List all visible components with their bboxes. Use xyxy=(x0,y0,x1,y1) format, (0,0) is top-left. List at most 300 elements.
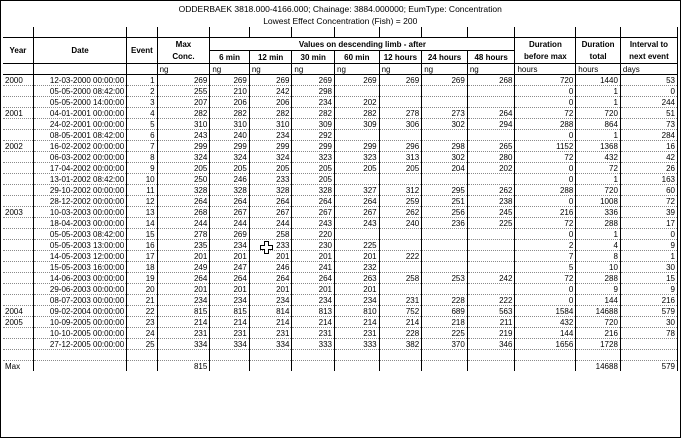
date-cell: 27-12-2005 00:00:00 xyxy=(33,339,126,350)
interval-cell xyxy=(620,339,677,350)
interval-cell: 60 xyxy=(620,185,677,196)
value-cell: 205 xyxy=(292,163,335,174)
value-cell: 370 xyxy=(422,339,468,350)
value-cell xyxy=(335,86,380,97)
value-cell: 267 xyxy=(292,207,335,218)
value-cell: 264 xyxy=(292,196,335,207)
duration-before-max-cell: 72 xyxy=(515,108,576,119)
value-cell: 302 xyxy=(422,152,468,163)
duration-before-max-cell: 1584 xyxy=(515,306,576,317)
value-cell: 201 xyxy=(249,251,292,262)
empty-cell xyxy=(379,361,422,372)
value-cell xyxy=(379,229,422,240)
date-cell: 14-06-2003 00:00:00 xyxy=(33,273,126,284)
value-cell: 210 xyxy=(210,86,250,97)
value-cell: 333 xyxy=(292,339,335,350)
date-cell: 24-02-2001 00:00:00 xyxy=(33,119,126,130)
value-cell: 231 xyxy=(249,328,292,339)
header-duration-12hours: 12 hours xyxy=(379,51,422,64)
header-interval-1: Interval to xyxy=(620,38,677,51)
empty-cell xyxy=(515,361,576,372)
date-cell: 06-03-2002 00:00:00 xyxy=(33,152,126,163)
value-cell xyxy=(422,130,468,141)
value-cell: 265 xyxy=(467,141,515,152)
header-max-conc-1: Max xyxy=(157,38,210,51)
table-row xyxy=(3,295,678,306)
date-cell: 08-07-2003 00:00:00 xyxy=(33,295,126,306)
year-cell xyxy=(3,119,33,130)
year-cell: 2003 xyxy=(3,207,33,218)
year-cell: 2005 xyxy=(3,317,33,328)
date-cell: 10-09-2005 00:00:00 xyxy=(33,317,126,328)
table-row xyxy=(3,185,678,196)
table-row xyxy=(3,262,678,273)
value-cell: 234 xyxy=(210,295,250,306)
empty-cell xyxy=(467,361,515,372)
results-table xyxy=(3,3,678,371)
interval-cell: 9 xyxy=(620,240,677,251)
duration-total-cell: 1 xyxy=(576,174,621,185)
value-cell: 302 xyxy=(422,119,468,130)
year-cell xyxy=(3,240,33,251)
duration-total-cell: 720 xyxy=(576,185,621,196)
value-cell: 324 xyxy=(249,152,292,163)
duration-total-cell: 1 xyxy=(576,229,621,240)
unit-cell: ng xyxy=(292,64,335,75)
empty-cell xyxy=(33,361,126,372)
value-cell: 201 xyxy=(210,251,250,262)
year-cell xyxy=(3,196,33,207)
year-cell xyxy=(3,130,33,141)
value-cell: 222 xyxy=(379,251,422,262)
event-cell: 13 xyxy=(127,207,157,218)
table-row xyxy=(3,328,678,339)
value-cell xyxy=(422,97,468,108)
year-cell xyxy=(3,295,33,306)
header-duration-12min: 12 min xyxy=(249,51,292,64)
year-cell xyxy=(3,339,33,350)
report-title: ODDERBAEK 3818.000-4166.000; Chainage: 3884.000000; EumType: Concentration xyxy=(178,4,502,14)
date-cell: 10-10-2005 00:00:00 xyxy=(33,328,126,339)
value-cell: 327 xyxy=(335,185,380,196)
date-cell: 05-05-2003 13:00:00 xyxy=(33,240,126,251)
value-cell xyxy=(379,130,422,141)
value-cell: 689 xyxy=(422,306,468,317)
event-cell: 3 xyxy=(127,97,157,108)
interval-cell: 53 xyxy=(620,75,677,86)
event-cell: 19 xyxy=(127,273,157,284)
value-cell: 225 xyxy=(467,218,515,229)
value-cell: 256 xyxy=(422,207,468,218)
interval-cell: 9 xyxy=(620,284,677,295)
duration-before-max-cell: 72 xyxy=(515,273,576,284)
value-cell: 309 xyxy=(335,119,380,130)
unit-cell: ng xyxy=(210,64,250,75)
value-cell: 246 xyxy=(210,174,250,185)
value-cell xyxy=(467,284,515,295)
year-cell: 2004 xyxy=(3,306,33,317)
value-cell: 324 xyxy=(210,152,250,163)
value-cell: 201 xyxy=(335,251,380,262)
duration-total-cell: 720 xyxy=(576,108,621,119)
value-cell: 269 xyxy=(249,75,292,86)
max-label: Max xyxy=(3,361,33,372)
value-cell: 267 xyxy=(335,207,380,218)
duration-total-cell: 1440 xyxy=(576,75,621,86)
value-cell: 815 xyxy=(210,306,250,317)
table-row xyxy=(3,75,678,86)
unit-cell: hours xyxy=(515,64,576,75)
max-conc-cell: 282 xyxy=(157,108,210,119)
crosshair-cursor-icon xyxy=(260,241,273,254)
year-cell xyxy=(3,328,33,339)
max-conc-cell: 264 xyxy=(157,273,210,284)
value-cell xyxy=(422,86,468,97)
value-cell: 323 xyxy=(335,152,380,163)
header-duration-total-1: Duration xyxy=(576,38,621,51)
header-duration-6min: 6 min xyxy=(210,51,250,64)
year-cell xyxy=(3,86,33,97)
value-cell: 202 xyxy=(335,97,380,108)
value-cell: 243 xyxy=(292,218,335,229)
max-conc-cell: 244 xyxy=(157,218,210,229)
value-cell: 282 xyxy=(292,108,335,119)
event-cell: 16 xyxy=(127,240,157,251)
duration-total-cell: 144 xyxy=(576,295,621,306)
value-cell: 247 xyxy=(210,262,250,273)
max-conc-cell: 269 xyxy=(157,75,210,86)
max-conc-cell: 815 xyxy=(157,306,210,317)
duration-total-cell: 14688 xyxy=(576,306,621,317)
value-cell: 264 xyxy=(210,273,250,284)
value-cell: 262 xyxy=(379,207,422,218)
duration-before-max-cell: 288 xyxy=(515,185,576,196)
value-cell: 214 xyxy=(292,317,335,328)
table-row xyxy=(3,97,678,108)
table-row xyxy=(3,163,678,174)
value-cell xyxy=(379,262,422,273)
value-cell: 269 xyxy=(422,75,468,86)
value-cell: 205 xyxy=(379,163,422,174)
value-cell: 242 xyxy=(249,86,292,97)
value-cell: 278 xyxy=(379,108,422,119)
value-cell: 233 xyxy=(249,174,292,185)
date-cell: 04-01-2001 00:00:00 xyxy=(33,108,126,119)
value-cell: 234 xyxy=(249,295,292,306)
max-conc-cell: 264 xyxy=(157,196,210,207)
event-cell: 20 xyxy=(127,284,157,295)
duration-total-cell: 864 xyxy=(576,119,621,130)
duration-total-cell: 336 xyxy=(576,207,621,218)
value-cell: 310 xyxy=(210,119,250,130)
value-cell xyxy=(467,97,515,108)
value-cell xyxy=(467,86,515,97)
date-cell: 12-03-2000 00:00:00 xyxy=(33,75,126,86)
value-cell xyxy=(467,262,515,273)
value-cell: 240 xyxy=(210,130,250,141)
value-cell: 269 xyxy=(335,75,380,86)
year-cell xyxy=(3,218,33,229)
duration-total-cell: 1728 xyxy=(576,339,621,350)
table-row xyxy=(3,317,678,328)
year-cell xyxy=(3,273,33,284)
value-cell: 268 xyxy=(467,75,515,86)
duration-before-max-cell: 72 xyxy=(515,152,576,163)
value-cell: 334 xyxy=(249,339,292,350)
value-cell: 205 xyxy=(335,163,380,174)
max-conc-cell: 249 xyxy=(157,262,210,273)
value-cell xyxy=(467,229,515,240)
value-cell: 244 xyxy=(249,218,292,229)
interval-cell: 26 xyxy=(620,163,677,174)
value-cell: 299 xyxy=(335,141,380,152)
unit-cell: days xyxy=(620,64,677,75)
value-cell: 240 xyxy=(379,218,422,229)
unit-cell: hours xyxy=(576,64,621,75)
interval-cell: 0 xyxy=(620,229,677,240)
table-row xyxy=(3,86,678,97)
interval-cell: 1 xyxy=(620,251,677,262)
value-cell: 205 xyxy=(249,163,292,174)
header-date: Date xyxy=(33,38,126,64)
duration-before-max-cell: 0 xyxy=(515,97,576,108)
table-row xyxy=(3,141,678,152)
value-cell: 206 xyxy=(249,97,292,108)
value-cell: 282 xyxy=(249,108,292,119)
value-cell: 202 xyxy=(467,163,515,174)
value-cell: 242 xyxy=(467,273,515,284)
duration-before-max-cell: 5 xyxy=(515,262,576,273)
year-cell: 2001 xyxy=(3,108,33,119)
event-cell: 6 xyxy=(127,130,157,141)
value-cell xyxy=(467,174,515,185)
date-cell: 18-04-2003 00:00:00 xyxy=(33,218,126,229)
table-row xyxy=(3,306,678,317)
value-cell: 263 xyxy=(335,273,380,284)
value-cell: 234 xyxy=(249,130,292,141)
date-cell: 15-05-2003 16:00:00 xyxy=(33,262,126,273)
value-cell: 225 xyxy=(335,240,380,251)
value-cell xyxy=(379,86,422,97)
unit-cell: ng xyxy=(157,64,210,75)
date-cell: 09-02-2004 00:00:00 xyxy=(33,306,126,317)
duration-before-max-cell: 0 xyxy=(515,295,576,306)
value-cell: 269 xyxy=(292,75,335,86)
value-cell: 231 xyxy=(379,295,422,306)
header-year: Year xyxy=(3,38,33,64)
value-cell: 253 xyxy=(422,273,468,284)
event-cell: 1 xyxy=(127,75,157,86)
interval-cell: 284 xyxy=(620,130,677,141)
event-cell: 23 xyxy=(127,317,157,328)
table-row xyxy=(3,240,678,251)
event-cell: 21 xyxy=(127,295,157,306)
year-cell xyxy=(3,251,33,262)
interval-cell: 30 xyxy=(620,317,677,328)
event-cell: 15 xyxy=(127,229,157,240)
value-cell: 264 xyxy=(249,273,292,284)
date-cell: 13-01-2002 08:42:00 xyxy=(33,174,126,185)
value-cell: 267 xyxy=(249,207,292,218)
value-cell: 346 xyxy=(467,339,515,350)
value-cell xyxy=(422,229,468,240)
interval-cell: 30 xyxy=(620,262,677,273)
event-cell: 12 xyxy=(127,196,157,207)
value-cell: 211 xyxy=(467,317,515,328)
interval-cell: 15 xyxy=(620,273,677,284)
value-cell: 269 xyxy=(379,75,422,86)
duration-total-cell: 9 xyxy=(576,284,621,295)
event-cell: 2 xyxy=(127,86,157,97)
interval-cell: 244 xyxy=(620,97,677,108)
value-cell: 814 xyxy=(249,306,292,317)
value-cell: 267 xyxy=(210,207,250,218)
event-cell: 9 xyxy=(127,163,157,174)
interval-cell: 163 xyxy=(620,174,677,185)
duration-before-max-cell: 0 xyxy=(515,174,576,185)
value-cell: 309 xyxy=(292,119,335,130)
max-conc-cell: 255 xyxy=(157,86,210,97)
value-cell: 230 xyxy=(292,240,335,251)
event-cell: 18 xyxy=(127,262,157,273)
value-cell: 219 xyxy=(467,328,515,339)
duration-before-max-cell: 72 xyxy=(515,218,576,229)
value-cell: 238 xyxy=(467,196,515,207)
duration-before-max-cell: 288 xyxy=(515,119,576,130)
value-cell: 201 xyxy=(210,284,250,295)
empty-cell xyxy=(292,361,335,372)
date-cell: 29-10-2002 00:00:00 xyxy=(33,185,126,196)
empty-cell xyxy=(422,361,468,372)
duration-total-cell: 216 xyxy=(576,328,621,339)
date-cell: 05-05-2000 08:42:00 xyxy=(33,86,126,97)
max-conc-cell: 201 xyxy=(157,251,210,262)
duration-before-max-cell: 720 xyxy=(515,75,576,86)
value-cell: 201 xyxy=(249,284,292,295)
year-cell xyxy=(3,284,33,295)
value-cell xyxy=(422,284,468,295)
value-cell: 231 xyxy=(292,328,335,339)
value-cell: 218 xyxy=(422,317,468,328)
value-cell: 246 xyxy=(249,262,292,273)
report-subtitle: Lowest Effect Concentration (Fish) = 200 xyxy=(263,16,418,26)
table-row xyxy=(3,196,678,207)
duration-before-max-cell: 0 xyxy=(515,229,576,240)
value-cell xyxy=(422,174,468,185)
date-cell: 29-06-2003 00:00:00 xyxy=(33,284,126,295)
event-cell: 22 xyxy=(127,306,157,317)
header-duration-before-max-1: Duration xyxy=(515,38,576,51)
max-row xyxy=(3,361,678,372)
date-cell: 05-05-2003 08:42:00 xyxy=(33,229,126,240)
max-conc-cell: 278 xyxy=(157,229,210,240)
value-cell xyxy=(379,174,422,185)
value-cell: 234 xyxy=(292,295,335,306)
header-duration-total-2: total xyxy=(576,51,621,64)
value-cell: 234 xyxy=(335,295,380,306)
header-values-group: Values on descending limb - after xyxy=(210,38,515,51)
event-cell: 4 xyxy=(127,108,157,119)
duration-before-max-cell: 0 xyxy=(515,284,576,295)
header-duration-24hours: 24 hours xyxy=(422,51,468,64)
max-conc-cell: 201 xyxy=(157,284,210,295)
max-conc-cell: 207 xyxy=(157,97,210,108)
unit-cell: ng xyxy=(335,64,380,75)
interval-cell: 216 xyxy=(620,295,677,306)
date-cell: 05-05-2000 14:00:00 xyxy=(33,97,126,108)
value-cell: 220 xyxy=(292,229,335,240)
value-cell: 334 xyxy=(210,339,250,350)
value-cell: 299 xyxy=(210,141,250,152)
duration-before-max-cell: 0 xyxy=(515,86,576,97)
year-cell xyxy=(3,152,33,163)
value-cell: 280 xyxy=(467,152,515,163)
year-cell xyxy=(3,185,33,196)
value-cell: 236 xyxy=(422,218,468,229)
duration-total-cell: 72 xyxy=(576,163,621,174)
value-cell: 201 xyxy=(292,284,335,295)
duration-before-max-cell: 432 xyxy=(515,317,576,328)
year-cell: 2002 xyxy=(3,141,33,152)
interval-cell: 0 xyxy=(620,86,677,97)
duration-total-cell: 1 xyxy=(576,130,621,141)
interval-cell: 51 xyxy=(620,108,677,119)
year-cell xyxy=(3,174,33,185)
max-conc-cell: 328 xyxy=(157,185,210,196)
year-cell xyxy=(3,229,33,240)
duration-total-cell: 10 xyxy=(576,262,621,273)
value-cell: 273 xyxy=(422,108,468,119)
event-cell: 25 xyxy=(127,339,157,350)
table-row xyxy=(3,174,678,185)
value-cell: 298 xyxy=(422,141,468,152)
value-cell: 269 xyxy=(210,229,250,240)
value-cell: 205 xyxy=(292,174,335,185)
value-cell: 214 xyxy=(335,317,380,328)
value-cell: 228 xyxy=(379,328,422,339)
duration-total-cell: 4 xyxy=(576,240,621,251)
max-interval: 579 xyxy=(620,361,677,372)
duration-before-max-cell: 0 xyxy=(515,196,576,207)
table-row xyxy=(3,251,678,262)
interval-cell: 17 xyxy=(620,218,677,229)
interval-cell: 73 xyxy=(620,119,677,130)
duration-before-max-cell: 2 xyxy=(515,240,576,251)
empty-cell xyxy=(210,361,250,372)
event-cell: 10 xyxy=(127,174,157,185)
empty-cell xyxy=(127,361,157,372)
value-cell: 310 xyxy=(249,119,292,130)
max-conc-cell: 324 xyxy=(157,152,210,163)
year-cell xyxy=(3,97,33,108)
value-cell xyxy=(467,130,515,141)
duration-total-cell: 1008 xyxy=(576,196,621,207)
value-cell: 264 xyxy=(210,196,250,207)
value-cell: 243 xyxy=(335,218,380,229)
duration-before-max-cell: 7 xyxy=(515,251,576,262)
unit-cell: ng xyxy=(467,64,515,75)
year-cell xyxy=(3,163,33,174)
duration-before-max-cell: 216 xyxy=(515,207,576,218)
value-cell: 294 xyxy=(467,119,515,130)
duration-before-max-cell: 0 xyxy=(515,130,576,141)
value-cell xyxy=(335,174,380,185)
event-cell: 11 xyxy=(127,185,157,196)
value-cell: 382 xyxy=(379,339,422,350)
value-cell: 264 xyxy=(249,196,292,207)
table-row xyxy=(3,339,678,350)
value-cell: 214 xyxy=(210,317,250,328)
